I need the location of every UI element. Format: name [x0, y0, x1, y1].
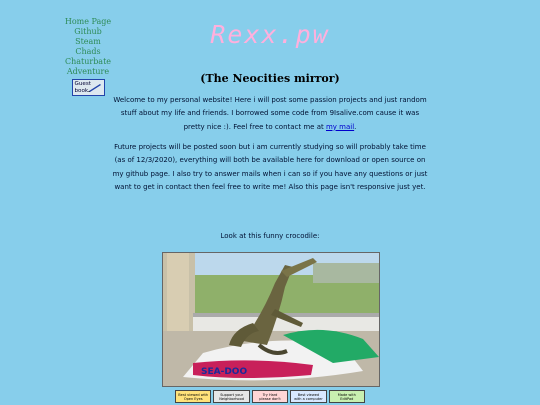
badge-computer[interactable]: Best viewed with a computer: [290, 390, 326, 403]
nav-link-chaturbate[interactable]: Chaturbate: [64, 56, 112, 66]
guestbook-label-line1: Guest: [74, 81, 91, 88]
intro-paragraph: [110, 94, 430, 134]
future-paragraph: Future projects will be posted soon but i am currently studying so will probably take time (as of 12/3/2020), everything will both be available here for download or open source on my github page. I also try to answer mails when i can so if you have any questions or just want to get in contact then feel free to write me! Also this page isn't responsive just yet.: [112, 143, 428, 191]
crocodile-photo: [162, 252, 380, 387]
guestbook-label-line2: book: [74, 88, 89, 95]
badge-editpad[interactable]: Made with EditPad: [329, 390, 365, 403]
nav-link-github[interactable]: Github: [74, 26, 102, 36]
mail-link[interactable]: my mail: [325, 122, 355, 131]
intro-text-end: .: [354, 122, 357, 131]
badge-try-hard[interactable]: Try Hard please don't: [252, 390, 288, 403]
nav-link-home[interactable]: Home Page: [64, 17, 112, 26]
jetski-text: SEA-DOO: [201, 367, 248, 377]
crocodile-image: [163, 253, 379, 386]
nav-link-adventure[interactable]: Adventure: [66, 66, 110, 76]
badge-open-eyes[interactable]: Best viewed with Open Eyes: [175, 390, 211, 403]
site-logo: Rexx.pw: [210, 20, 330, 49]
page-subtitle: (The Neocities mirror): [200, 72, 340, 85]
photo-caption: Look at this funny crocodile:: [220, 232, 320, 240]
badge-row: [175, 390, 365, 404]
intro-text: Welcome to my personal website! Here i will post some passion projects and just random stuff about my life and friends. I borrowed some code from 9Isalive.com cause it was pretty nice :). Feel free to contact me at: [113, 96, 427, 131]
badge-neighborhood[interactable]: Support your Neighborhood: [213, 390, 249, 403]
nav-link-steam[interactable]: Steam: [75, 36, 101, 46]
nav-link-chads[interactable]: Chads: [75, 46, 101, 56]
